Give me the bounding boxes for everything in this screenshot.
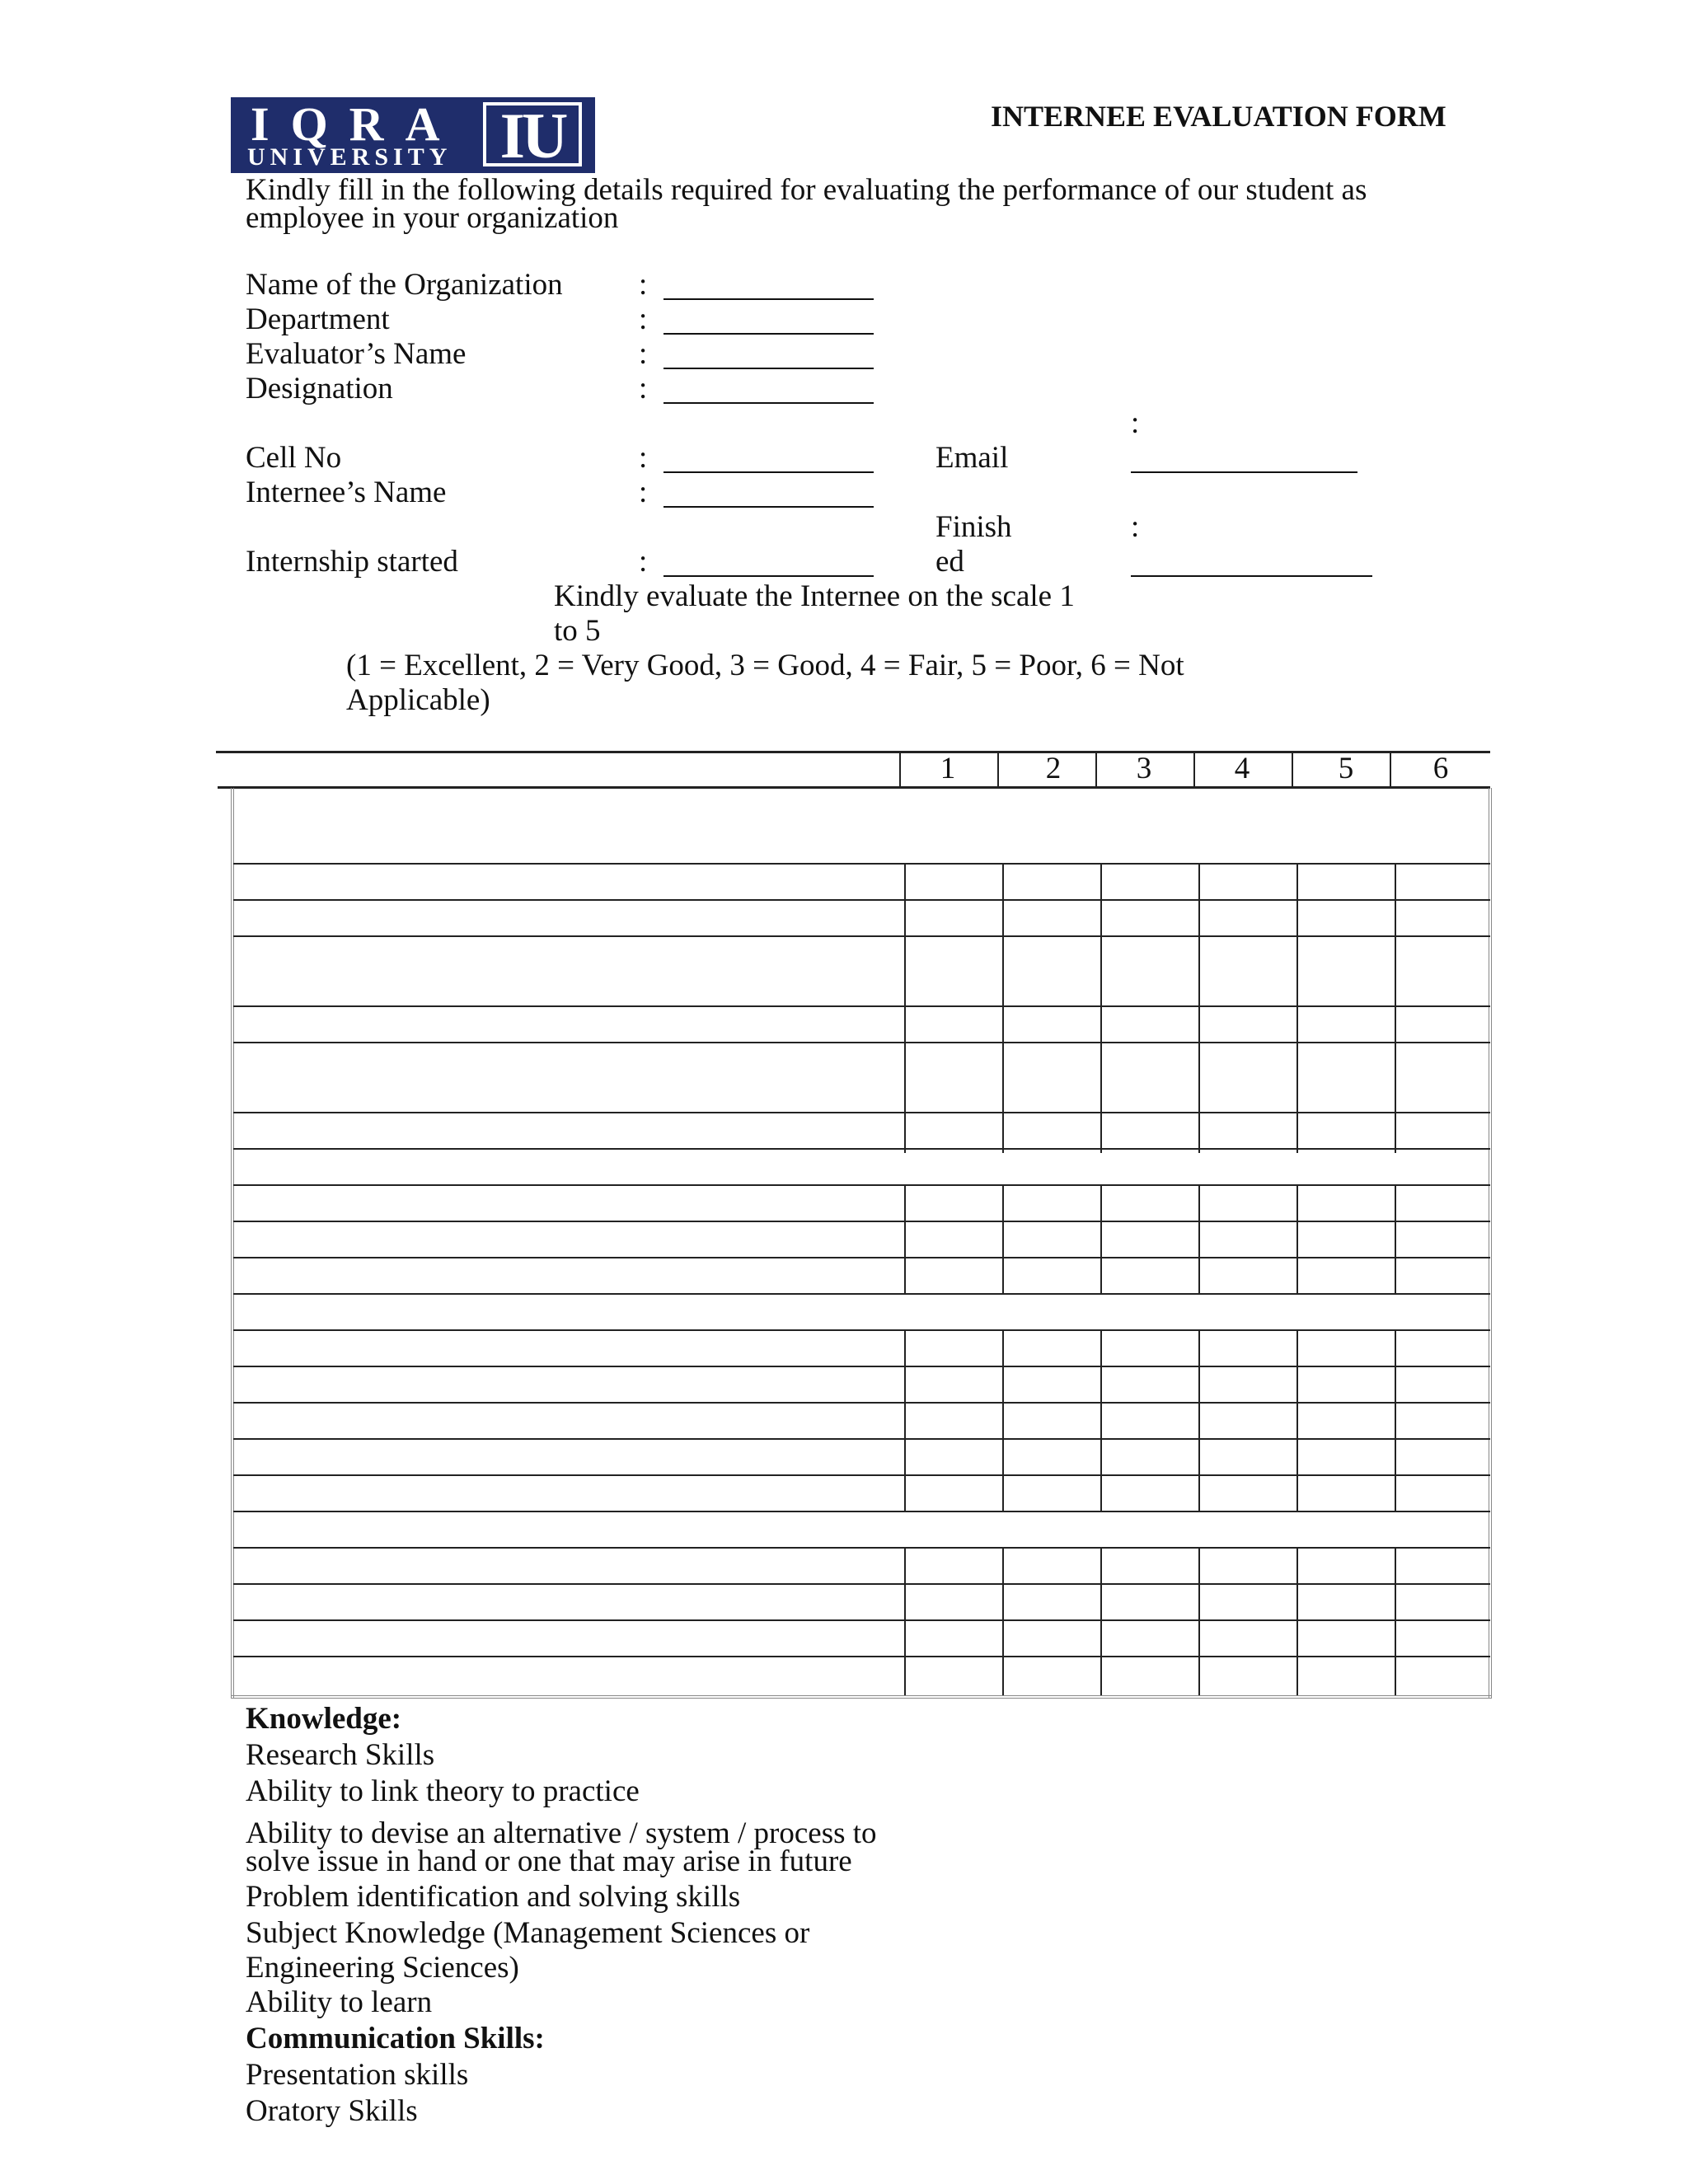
designation-input-line[interactable] (663, 402, 874, 404)
colon: : (1131, 510, 1140, 544)
rating-col-sep (1296, 1329, 1298, 1511)
rating-col-sep (1100, 863, 1102, 1153)
evaluator-name-input-line[interactable] (663, 368, 874, 369)
header-col-sep (1390, 751, 1391, 786)
label-department: Department (246, 302, 390, 336)
scale-instruction-line-2: to 5 (554, 614, 601, 648)
row-rule (233, 1042, 1490, 1043)
colon: : (639, 545, 648, 579)
row-rule (233, 1402, 1490, 1404)
colon: : (639, 337, 648, 371)
table-top-rule (216, 751, 1490, 753)
table-header-rule (218, 786, 1490, 789)
table-left-border (231, 788, 234, 1698)
rating-col-sep (1198, 863, 1200, 1153)
row-rule (233, 1184, 1490, 1186)
colon: : (639, 372, 648, 405)
rating-col-sep (1395, 1184, 1396, 1293)
criterion-devise-line-2: solve issue in hand or one that may arise in future (246, 1844, 852, 1878)
criterion-research-skills: Research Skills (246, 1738, 435, 1772)
rating-col-sep (1002, 863, 1004, 1153)
organization-input-line[interactable] (663, 298, 874, 300)
rating-col-1-header: 1 (940, 752, 956, 785)
rating-col-sep (1100, 1329, 1102, 1511)
row-rule (233, 1221, 1490, 1222)
table-right-border (1489, 788, 1492, 1698)
rating-col-sep (904, 1329, 906, 1511)
scale-legend-line-2: Applicable) (346, 683, 490, 717)
header-col-sep (1095, 751, 1097, 786)
row-rule (233, 935, 1490, 937)
scale-instruction-line-1: Kindly evaluate the Internee on the scale 1 (554, 579, 1075, 613)
criterion-subject-knowledge-line-1: Subject Knowledge (Management Sciences or (246, 1916, 810, 1950)
rating-col-sep (1198, 1329, 1200, 1511)
row-rule (233, 1474, 1490, 1476)
row-rule (233, 1547, 1490, 1549)
rating-col-sep (1100, 1184, 1102, 1293)
rating-col-sep (1296, 863, 1298, 1153)
rating-col-sep (904, 1547, 906, 1695)
rating-col-sep (1296, 1547, 1298, 1695)
email-input-line[interactable] (1131, 471, 1357, 473)
criterion-oratory-skills: Oratory Skills (246, 2094, 418, 2128)
rating-col-sep (1100, 1547, 1102, 1695)
department-input-line[interactable] (663, 333, 874, 335)
label-finished-part-1: Finish (935, 510, 1012, 544)
criterion-subject-knowledge-line-2: Engineering Sciences) (246, 1951, 519, 1985)
label-organization: Name of the Organization (246, 268, 563, 302)
rating-col-3-header: 3 (1136, 752, 1152, 785)
logo-mark-iu: IU (483, 102, 582, 166)
scale-legend-line-1: (1 = Excellent, 2 = Very Good, 3 = Good, 4 = Fair, 5 = Poor, 6 = Not (346, 649, 1184, 682)
rating-col-sep (1395, 1329, 1396, 1511)
criterion-theory-practice: Ability to link theory to practice (246, 1774, 640, 1808)
rating-col-sep (1002, 1329, 1004, 1511)
rating-col-sep (1198, 1547, 1200, 1695)
row-rule (233, 1257, 1490, 1258)
colon: : (639, 302, 648, 336)
row-rule (233, 1511, 1490, 1512)
colon: : (1131, 406, 1140, 440)
row-rule (233, 1438, 1490, 1440)
row-rule (233, 1583, 1490, 1585)
colon: : (639, 441, 648, 475)
row-rule (233, 1619, 1490, 1621)
header-col-sep (1292, 751, 1293, 786)
rating-col-sep (1002, 1547, 1004, 1695)
row-rule (233, 1148, 1490, 1150)
rating-col-sep (1296, 1184, 1298, 1293)
criterion-presentation-skills: Presentation skills (246, 2058, 469, 2092)
row-rule (233, 1366, 1490, 1367)
label-cell-no: Cell No (246, 441, 342, 475)
rating-col-sep (1395, 1547, 1396, 1695)
logo-text-iqra: IQRA (251, 97, 462, 151)
rating-col-sep (904, 1184, 906, 1293)
section-knowledge: Knowledge: (246, 1702, 402, 1736)
colon: : (639, 268, 648, 302)
criterion-devise-line-1: Ability to devise an alternative / system / process to (246, 1816, 877, 1850)
rating-col-4-header: 4 (1234, 752, 1250, 785)
rating-col-sep (1198, 1184, 1200, 1293)
header-col-sep (1193, 751, 1195, 786)
row-rule (233, 1293, 1490, 1295)
header-col-sep (997, 751, 999, 786)
criterion-ability-to-learn: Ability to learn (246, 1985, 433, 2019)
logo-text-university: UNIVERSITY (247, 143, 452, 171)
intro-line-2: employee in your organization (246, 201, 619, 235)
row-rule (233, 863, 1490, 865)
row-rule (233, 1329, 1490, 1331)
internee-name-input-line[interactable] (663, 506, 874, 508)
rating-col-5-header: 5 (1338, 752, 1354, 785)
rating-col-sep (1395, 863, 1396, 1153)
rating-col-sep (904, 863, 906, 1153)
form-title: INTERNEE EVALUATION FORM (991, 100, 1447, 133)
rating-col-sep (1002, 1184, 1004, 1293)
colon: : (639, 476, 648, 509)
internship-started-input-line[interactable] (663, 575, 874, 577)
header-col-sep (899, 751, 901, 786)
iqra-university-logo (231, 97, 595, 173)
row-rule (233, 1112, 1490, 1113)
table-bottom-border (231, 1695, 1492, 1699)
row-rule (233, 899, 1490, 901)
label-email: Email (935, 441, 1009, 475)
cell-no-input-line[interactable] (663, 471, 874, 473)
label-internship-started: Internship started (246, 545, 458, 579)
label-finished-part-2: ed (935, 545, 964, 579)
label-evaluator-name: Evaluator’s Name (246, 337, 467, 371)
criterion-problem-solving: Problem identification and solving skills (246, 1880, 741, 1914)
label-internee-name: Internee’s Name (246, 476, 447, 509)
rating-col-6-header: 6 (1432, 752, 1449, 785)
row-rule (233, 1005, 1490, 1007)
section-communication-skills: Communication Skills: (246, 2022, 545, 2055)
row-rule (233, 1656, 1490, 1657)
rating-col-2-header: 2 (1045, 752, 1062, 785)
intro-line-1: Kindly fill in the following details required for evaluating the performance of our student as (246, 173, 1367, 207)
label-designation: Designation (246, 372, 393, 405)
finished-input-line[interactable] (1131, 575, 1372, 577)
